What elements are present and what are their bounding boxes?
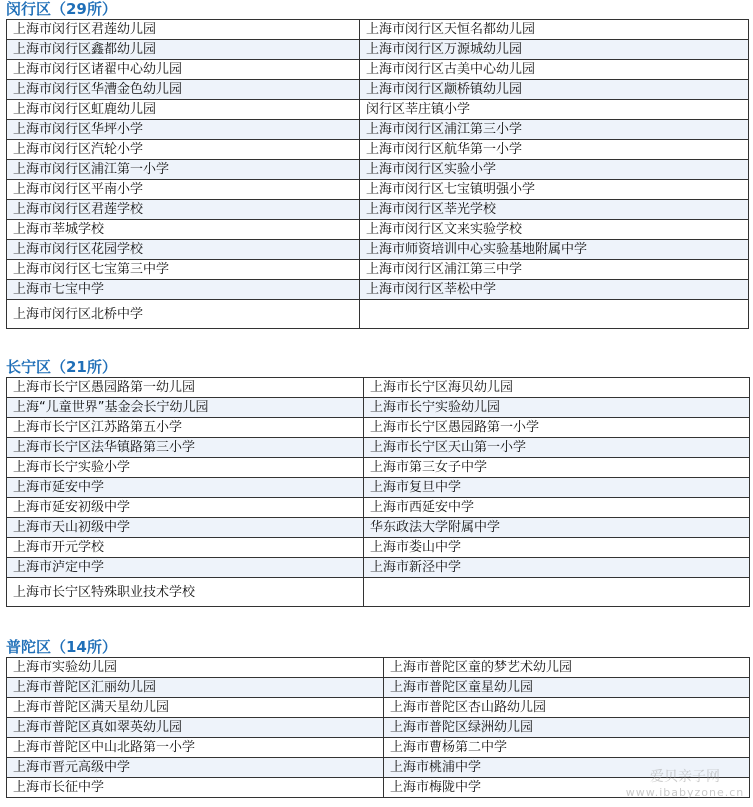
table-row xyxy=(7,378,750,398)
school-name-cell: 上海市长宁区特殊职业技术学校 xyxy=(7,578,364,607)
school-name-cell: 上海市延安中学 xyxy=(7,478,364,498)
school-name-cell: 上海市闵行区浦江第一小学 xyxy=(7,160,360,180)
table-row xyxy=(7,478,750,498)
school-name-cell: 上海市延安初级中学 xyxy=(7,498,364,518)
school-name-cell: 上海市普陀区中山北路第一小学 xyxy=(7,738,384,758)
school-name-cell: 上海市普陀区童星幼儿园 xyxy=(384,678,750,698)
school-name-cell: 上海市师资培训中心实验基地附属中学 xyxy=(360,240,749,260)
section-heading: 普陀区（14所） xyxy=(6,638,117,656)
school-table xyxy=(6,19,749,329)
table-row xyxy=(7,40,749,60)
table-row xyxy=(7,60,749,80)
school-name-cell: 上海市普陀区汇丽幼儿园 xyxy=(7,678,384,698)
table-row xyxy=(7,498,750,518)
school-name-cell: 华东政法大学附属中学 xyxy=(364,518,750,538)
section-changning xyxy=(0,358,750,607)
table-row xyxy=(7,738,750,758)
table-row xyxy=(7,578,750,607)
table-row xyxy=(7,20,749,40)
school-name-cell: 上海市长宁区愚园路第一小学 xyxy=(364,418,750,438)
school-name-cell: 上海市普陀区真如翠英幼儿园 xyxy=(7,718,384,738)
school-name-cell: 上海市闵行区君莲幼儿园 xyxy=(7,20,360,40)
school-name-cell: 上海市曹杨第二中学 xyxy=(384,738,750,758)
school-name-cell: 上海市闵行区古美中心幼儿园 xyxy=(360,60,749,80)
school-name-cell: 闵行区莘庄镇小学 xyxy=(360,100,749,120)
school-name-cell: 上海市闵行区君莲学校 xyxy=(7,200,360,220)
table-row xyxy=(7,658,750,678)
table-row xyxy=(7,418,750,438)
section-minhang xyxy=(0,0,749,329)
school-name-cell: 上海市梅陇中学 xyxy=(384,778,750,798)
school-name-cell: 上海市闵行区七宝第三中学 xyxy=(7,260,360,280)
school-name-cell: 上海市闵行区浦江第三小学 xyxy=(360,120,749,140)
watermark-line-1: 爱贝亲子网 xyxy=(650,769,720,785)
school-name-cell: 上海市闵行区莘光学校 xyxy=(360,200,749,220)
table-row xyxy=(7,698,750,718)
school-name-cell: 上海市闵行区华漕金色幼儿园 xyxy=(7,80,360,100)
table-row xyxy=(7,458,750,478)
school-name-cell: 上海市长征中学 xyxy=(7,778,384,798)
table-row xyxy=(7,120,749,140)
table-row xyxy=(7,200,749,220)
school-name-cell: 上海市新泾中学 xyxy=(364,558,750,578)
school-name-cell: 上海市闵行区华坪小学 xyxy=(7,120,360,140)
school-name-cell: 上海市泸定中学 xyxy=(7,558,364,578)
school-name-cell: 上海市闵行区万源城幼儿园 xyxy=(360,40,749,60)
table-row xyxy=(7,300,749,329)
school-name-cell: 上海市闵行区天恒名都幼儿园 xyxy=(360,20,749,40)
table-row xyxy=(7,160,749,180)
school-name-cell xyxy=(364,578,750,607)
school-name-cell: 上海市天山初级中学 xyxy=(7,518,364,538)
table-row xyxy=(7,718,750,738)
school-name-cell: 上海市实验幼儿园 xyxy=(7,658,384,678)
school-name-cell: 上海市西延安中学 xyxy=(364,498,750,518)
table-row xyxy=(7,558,750,578)
school-name-cell: 上海市长宁区海贝幼儿园 xyxy=(364,378,750,398)
school-name-cell: 上海市普陀区童的梦艺术幼儿园 xyxy=(384,658,750,678)
school-name-cell: 上海市闵行区汽轮小学 xyxy=(7,140,360,160)
school-name-cell: 上海市闵行区实验小学 xyxy=(360,160,749,180)
school-name-cell: 上海市普陀区满天星幼儿园 xyxy=(7,698,384,718)
table-row xyxy=(7,100,749,120)
school-table xyxy=(6,377,750,607)
school-name-cell: 上海市七宝中学 xyxy=(7,280,360,300)
school-name-cell: 上海市普陀区杏山路幼儿园 xyxy=(384,698,750,718)
table-row xyxy=(7,140,749,160)
school-name-cell: 上海市闵行区北桥中学 xyxy=(7,300,360,329)
school-name-cell: 上海市闵行区虹鹿幼儿园 xyxy=(7,100,360,120)
school-name-cell: 上海市闵行区浦江第三中学 xyxy=(360,260,749,280)
school-name-cell: 上海市长宁区法华镇路第三小学 xyxy=(7,438,364,458)
table-row xyxy=(7,260,749,280)
school-name-cell: 上海市闵行区航华第一小学 xyxy=(360,140,749,160)
school-name-cell: 上海市闵行区平南小学 xyxy=(7,180,360,200)
table-row xyxy=(7,518,750,538)
school-name-cell: 上海市长宁区江苏路第五小学 xyxy=(7,418,364,438)
table-row xyxy=(7,398,750,418)
school-name-cell: 上海市闵行区莘松中学 xyxy=(360,280,749,300)
table-row xyxy=(7,280,749,300)
school-name-cell: 上海市闵行区鑫都幼儿园 xyxy=(7,40,360,60)
school-name-cell: 上海市闵行区颛桥镇幼儿园 xyxy=(360,80,749,100)
table-row xyxy=(7,80,749,100)
table-row xyxy=(7,220,749,240)
school-name-cell: 上海“儿童世界”基金会长宁幼儿园 xyxy=(7,398,364,418)
school-name-cell: 上海市第三女子中学 xyxy=(364,458,750,478)
school-name-cell: 上海市闵行区诸翟中心幼儿园 xyxy=(7,60,360,80)
section-heading: 闵行区（29所） xyxy=(6,0,117,18)
school-name-cell: 上海市闵行区文来实验学校 xyxy=(360,220,749,240)
table-row xyxy=(7,538,750,558)
school-name-cell: 上海市桃浦中学 xyxy=(384,758,750,778)
school-name-cell: 上海市莘城学校 xyxy=(7,220,360,240)
school-name-cell: 上海市闵行区七宝镇明强小学 xyxy=(360,180,749,200)
school-name-cell: 上海市晋元高级中学 xyxy=(7,758,384,778)
school-name-cell: 上海市长宁区天山第一小学 xyxy=(364,438,750,458)
school-name-cell: 上海市闵行区花园学校 xyxy=(7,240,360,260)
table-row xyxy=(7,240,749,260)
school-name-cell: 上海市长宁实验小学 xyxy=(7,458,364,478)
school-name-cell: 上海市长宁实验幼儿园 xyxy=(364,398,750,418)
section-heading: 长宁区（21所） xyxy=(6,358,117,376)
table-row xyxy=(7,438,750,458)
school-name-cell: 上海市长宁区愚园路第一幼儿园 xyxy=(7,378,364,398)
watermark xyxy=(625,769,745,805)
school-name-cell xyxy=(360,300,749,329)
table-row xyxy=(7,180,749,200)
school-name-cell: 上海市普陀区绿洲幼儿园 xyxy=(384,718,750,738)
watermark-line-2: www.ibabyzone.cn xyxy=(625,786,745,799)
school-name-cell: 上海市娄山中学 xyxy=(364,538,750,558)
school-name-cell: 上海市开元学校 xyxy=(7,538,364,558)
table-row xyxy=(7,678,750,698)
school-name-cell: 上海市复旦中学 xyxy=(364,478,750,498)
